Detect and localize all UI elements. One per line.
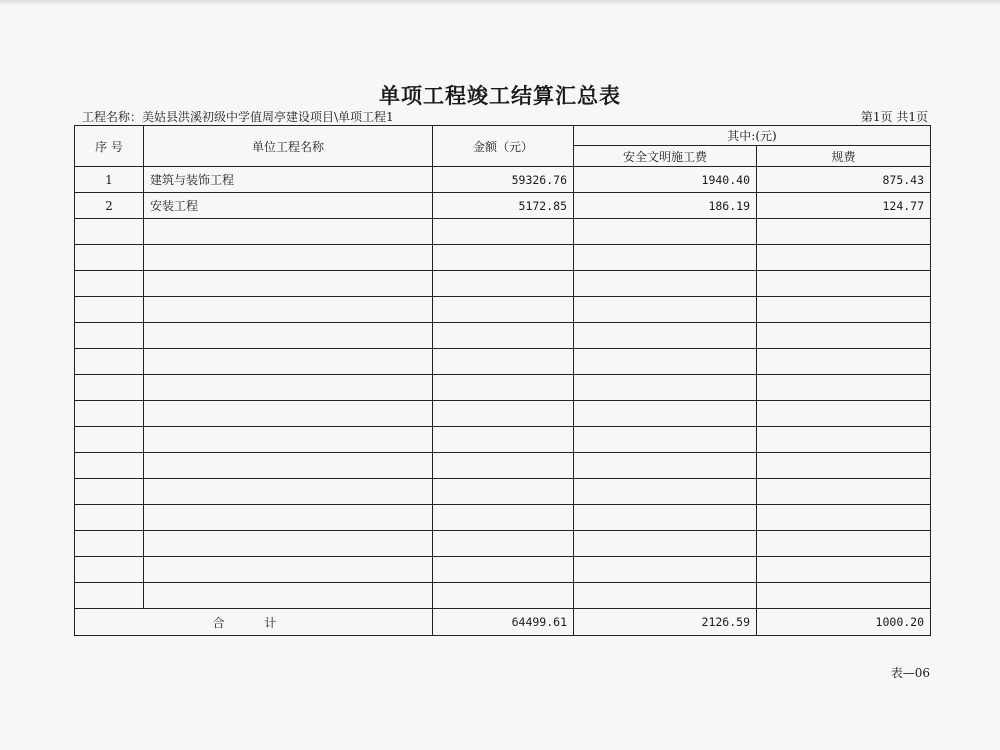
blank-row — [75, 453, 931, 479]
blank-row — [75, 297, 931, 323]
header-of-which: 其中:(元) — [574, 126, 931, 146]
scan-top-edge — [0, 0, 1000, 6]
summary-table — [74, 125, 931, 636]
page-info: 第1页 共1页 — [860, 110, 928, 124]
row-safety: 186.19 — [574, 193, 757, 219]
row-name: 建筑与装饰工程 — [144, 167, 433, 193]
blank-row — [75, 245, 931, 271]
blank-row — [75, 349, 931, 375]
row-fees: 875.43 — [757, 167, 931, 193]
table-row — [75, 193, 931, 219]
header-amount: 金额（元） — [433, 126, 574, 167]
row-safety: 1940.40 — [574, 167, 757, 193]
blank-row — [75, 323, 931, 349]
blank-row — [75, 427, 931, 453]
table-row — [75, 167, 931, 193]
blank-row — [75, 557, 931, 583]
row-seq: 1 — [75, 167, 144, 193]
header-fees: 规费 — [757, 146, 931, 167]
blank-row — [75, 531, 931, 557]
row-name: 安装工程 — [144, 193, 433, 219]
blank-row — [75, 219, 931, 245]
blank-row — [75, 271, 931, 297]
total-fees: 1000.20 — [757, 609, 931, 636]
row-amount: 5172.85 — [433, 193, 574, 219]
total-label: 合 计 — [75, 609, 433, 636]
blank-row — [75, 479, 931, 505]
header-row — [75, 126, 931, 146]
row-amount: 59326.76 — [433, 167, 574, 193]
blank-row — [75, 375, 931, 401]
header-safety: 安全文明施工费 — [574, 146, 757, 167]
document-title: 单项工程竣工结算汇总表 — [379, 83, 621, 108]
header-seq: 序 号 — [75, 126, 144, 167]
total-row — [75, 609, 931, 636]
form-code: 表—06 — [890, 666, 930, 680]
total-safety: 2126.59 — [574, 609, 757, 636]
header-name: 单位工程名称 — [144, 126, 433, 167]
blank-row — [75, 583, 931, 609]
blank-row — [75, 401, 931, 427]
project-name: 工程名称：美姑县洪溪初级中学值周亭建设项目\单项工程1 — [82, 110, 394, 124]
row-seq: 2 — [75, 193, 144, 219]
row-fees: 124.77 — [757, 193, 931, 219]
total-amount: 64499.61 — [433, 609, 574, 636]
blank-row — [75, 505, 931, 531]
